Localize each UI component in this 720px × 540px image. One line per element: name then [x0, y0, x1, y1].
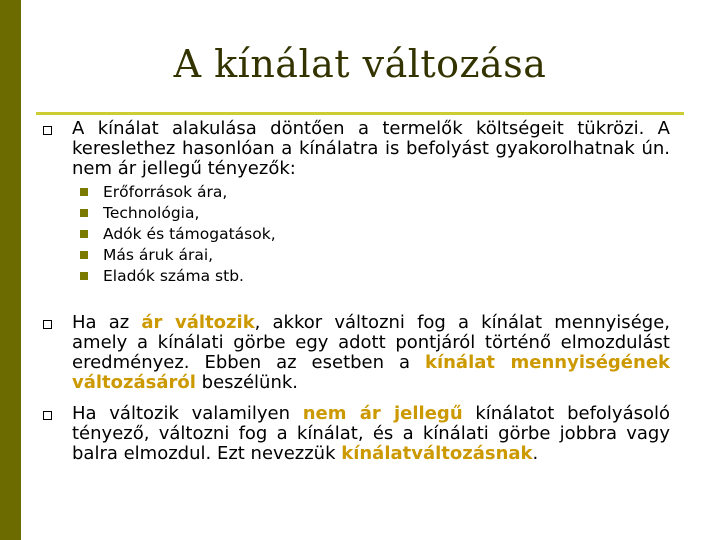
bullet-square-icon — [43, 411, 52, 420]
list-item-text: Adók és támogatások, — [103, 225, 276, 243]
square-bullet-icon — [80, 230, 88, 238]
highlight-term: kínálatváltozásnak — [341, 443, 533, 464]
bullet-3-text: Ha változik valamilyen — [72, 403, 303, 424]
highlight-term: kínálat mennyiségének változásáról — [72, 352, 670, 393]
left-accent-bar — [0, 0, 21, 540]
square-bullet-icon — [80, 188, 88, 196]
bullet-3-text: kínálatot befolyásoló tényező, változni fog a kínálat, és a kínálati görbe jobbra vagy balra elmozdul. Ezt nevezzük — [72, 403, 671, 464]
bullet-square-icon — [43, 126, 52, 135]
square-bullet-icon — [80, 251, 88, 259]
slide-title: A kínálat változása — [173, 42, 547, 86]
bullet-paragraph-3 — [72, 404, 670, 464]
bullet-2-text: Ha az — [72, 312, 142, 333]
list-item-text: Más áruk árai, — [103, 246, 214, 264]
list-item-text: Erőforrások ára, — [103, 183, 228, 201]
bullet-square-icon — [43, 320, 52, 329]
bullet-paragraph-1 — [72, 119, 670, 179]
list-item-text: Technológia, — [103, 204, 200, 222]
highlight-term: nem ár jellegű — [302, 403, 463, 424]
bullet-paragraph-2 — [72, 313, 670, 393]
title-divider — [36, 112, 684, 115]
square-bullet-icon — [80, 209, 88, 217]
bullet-1-text: A kínálat alakulása döntően a termelők költségeit tükrözi. A kereslethez hasonlóan a kínálatra is befolyást gyakorolhatnak ún. nem ár jellegű tényezők: — [72, 118, 670, 179]
highlight-term: ár változik — [141, 312, 255, 333]
bullet-2-text: beszélünk. — [195, 372, 299, 393]
list-item-text: Eladók száma stb. — [103, 267, 244, 285]
bullet-3-text: . — [532, 443, 539, 464]
square-bullet-icon — [80, 272, 88, 280]
bullet-2-text: , akkor változni fog a kínálat mennyisége, amely a kínálati görbe egy adott pontjáról történő elmozdulást eredményez. Ebben az esetben a — [72, 312, 670, 373]
